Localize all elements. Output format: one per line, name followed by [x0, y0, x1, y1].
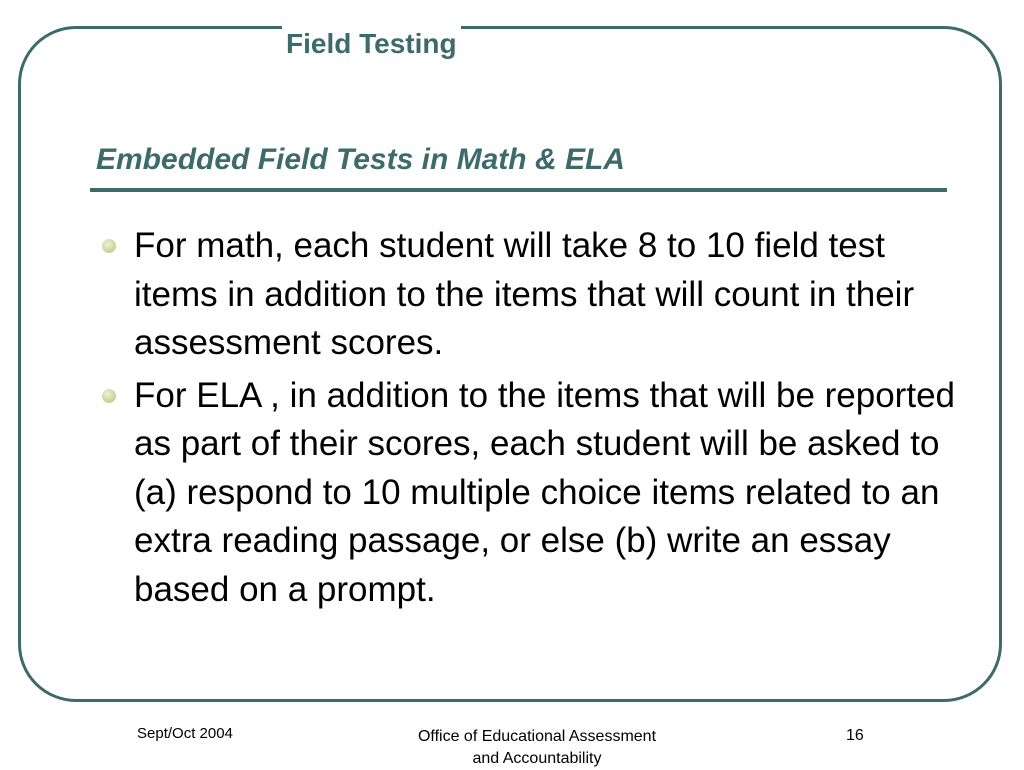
footer-office-line1: Office of Educational Assessment — [417, 728, 657, 745]
slide-title: Embedded Field Tests in Math & ELA — [96, 143, 625, 176]
bullet-dot-icon — [102, 239, 116, 253]
bullet-list — [96, 222, 956, 618]
footer-office-line2: and Accountability — [472, 750, 602, 767]
bullet-item-ela — [96, 372, 956, 615]
bullet-item-math — [96, 222, 956, 368]
footer-page-number: 16 — [846, 727, 864, 744]
bullet-text: For math, each student will take 8 to 10 field test items in addition to the items that will count in their assessment scores. — [134, 226, 915, 362]
bullet-text: For ELA , in addition to the items that will be reported as part of their scores, each student will be asked to (a) respond to 10 multiple choice items related to an extra reading passage, or else (b) write an essay based on a prompt. — [134, 375, 955, 609]
footer-office — [372, 726, 702, 770]
footer-date: Sept/Oct 2004 — [137, 725, 233, 742]
section-title: Field Testing — [282, 26, 461, 62]
bullet-dot-icon — [102, 389, 116, 403]
title-divider — [90, 188, 947, 192]
